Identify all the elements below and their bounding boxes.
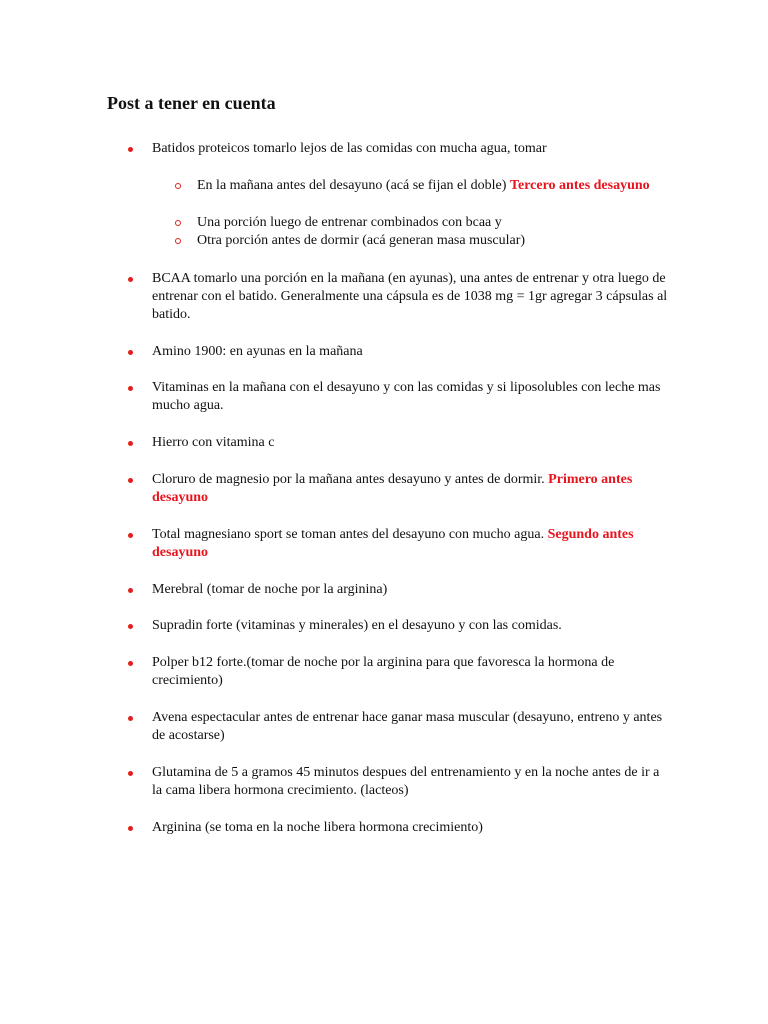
highlight-note: Primero antes desayuno [152,472,633,505]
item-text: Merebral (tomar de noche por la arginina) [152,582,388,597]
highlight-note: Tercero antes desayuno [509,178,650,193]
page-title: Post a tener en cuenta [107,93,276,113]
list-item-polper [152,654,672,690]
item-text: BCAA tomarlo una porción en la mañana (en ayunas), una antes de entrenar y otra luego de entrenar con el batido. Generalmente una cápsula es de 1038 mg = 1gr agregar 3 cápsulas al batido. [152,271,668,322]
list-item-vitaminas [152,379,672,415]
list-item-hierro [152,434,672,452]
sub-item-entrenar [197,214,657,232]
item-text: Batidos proteicos tomarlo lejos de las comidas con mucha agua, tomar [152,141,547,156]
item-text: Supradin forte (vitaminas y minerales) en el desayuno y con las comidas. [152,618,562,633]
list-item-avena [152,709,672,745]
list-item-cloruro [152,471,672,507]
item-text: Arginina (se toma en la noche libera hormona crecimiento) [152,820,483,835]
item-text: Glutamina de 5 a gramos 45 minutos despues del entrenamiento y en la noche antes de ir a la cama libera hormona crecimiento. (lacteos) [152,765,660,798]
item-text: Polper b12 forte.(tomar de noche por la arginina para que favoresca la hormona de crecimiento) [152,655,615,688]
sub-item-text: En la mañana antes del desayuno (acá se fijan el doble) [197,178,507,193]
item-text: Total magnesiano sport se toman antes del desayuno con mucho agua. [152,527,545,542]
list-item-merebral [152,581,672,599]
list-item-batidos [152,140,672,158]
item-text: Cloruro de magnesio por la mañana antes desayuno y antes de dormir. [152,472,545,487]
item-text: Amino 1900: en ayunas en la mañana [152,344,363,359]
list-item-total-magnesiano [152,526,672,562]
sub-item-text: Una porción luego de entrenar combinados con bcaa y [197,215,502,230]
item-text: Hierro con vitamina c [152,435,275,450]
list-item-amino [152,343,672,361]
list-item-bcaa [152,270,672,324]
list-item-arginina [152,819,672,837]
item-text: Vitaminas en la mañana con el desayuno y con las comidas y si liposolubles con leche mas mucho agua. [152,380,661,413]
item-text: Avena espectacular antes de entrenar hace ganar masa muscular (desayuno, entreno y antes de acostarse) [152,710,663,743]
sub-item-manana [197,177,657,195]
list-item-supradin [152,617,672,635]
list-item-glutamina [152,764,672,800]
sub-item-dormir [197,232,657,250]
highlight-note: Segundo antes desayuno [152,527,634,560]
sub-item-text: Otra porción antes de dormir (acá generan masa muscular) [197,233,526,248]
